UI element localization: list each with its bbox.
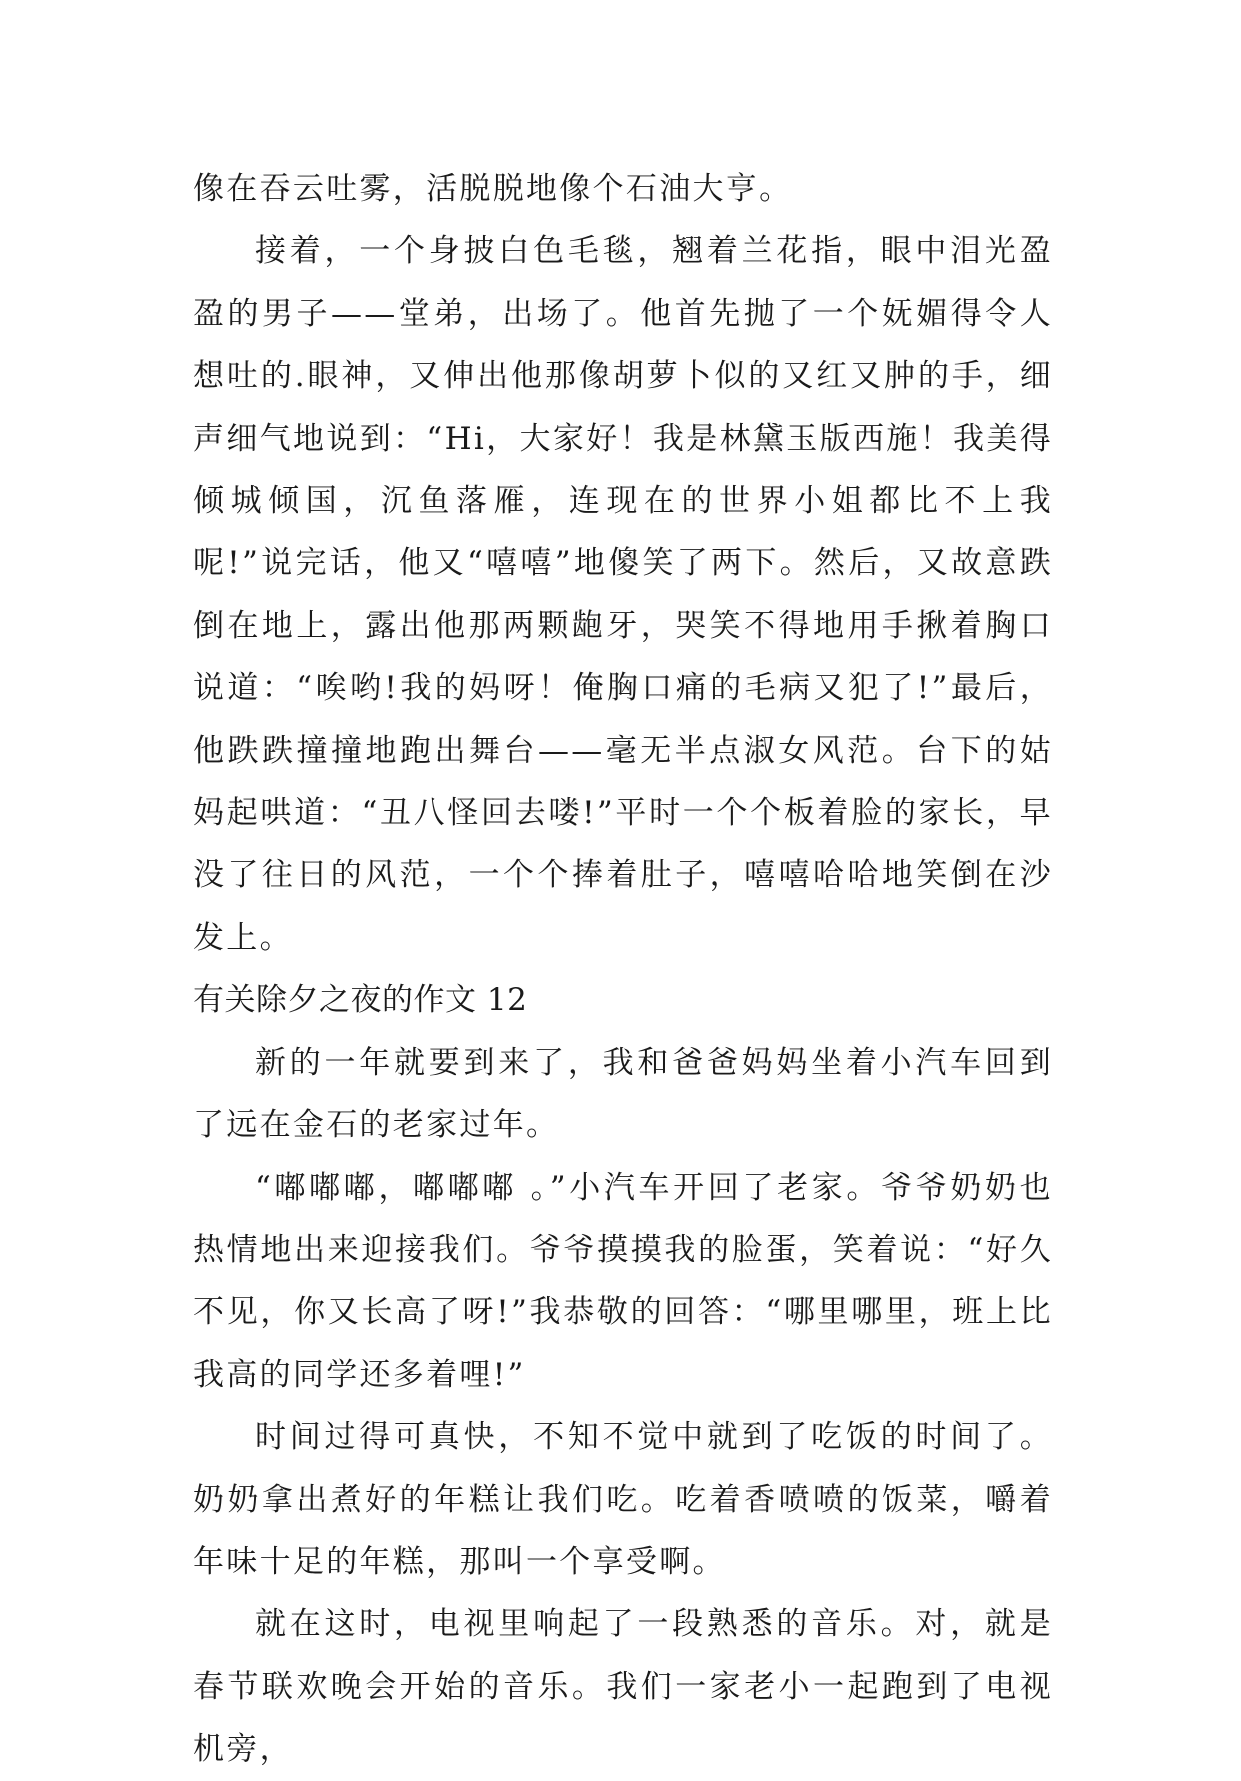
paragraph-stage-performance: 接着，一个身披白色毛毯，翘着兰花指，眼中泪光盈盈的男子——堂弟，出场了。他首先抛了一个妩媚得令人想吐的.眼神，又伸出他那像胡萝卜似的又红又肿的手，细声细气地说到：“Hi，大家好！我是林黛玉版西施！我美得倾城倾国，沉鱼落雁，连现在的世界小姐都比不上我呢!”说完话，他又“嘻嘻”地傻笑了两下。然后，又故意跌倒在地上，露出他那两颗龅牙，哭笑不得地用手揪着胸口说道：“唉哟!我的妈呀！俺胸口痛的毛病又犯了!”最后，他跌跌撞撞地跑出舞台——毫无半点淑女风范。台下的姑妈起哄道：“丑八怪回去喽!”平时一个个板着脸的家长，早没了往日的风范，一个个捧着肚子，嘻嘻哈哈地笑倒在沙发上。	[193, 233, 1053, 956]
paragraph-grandparents-greeting: “嘟嘟嘟，嘟嘟嘟 。”小汽车开回了老家。爷爷奶奶也热情地出来迎接我们。爷爷摸摸我的脸蛋，笑着说：“好久不见，你又长高了呀!”我恭敬的回答：“哪里哪里，班上比我高的同学还多着哩!”	[193, 1169, 1053, 1393]
document-body	[193, 158, 1053, 1781]
paragraph-continuation: 像在吞云吐雾，活脱脱地像个石油大亨。	[193, 171, 793, 207]
paragraph-spring-gala: 就在这时，电视里响起了一段熟悉的音乐。对，就是春节联欢晚会开始的音乐。我们一家老小一起跑到了电视机旁，	[193, 1606, 1053, 1768]
essay-heading: 有关除夕之夜的作文 12	[193, 982, 528, 1019]
paragraph-dinner: 时间过得可真快，不知不觉中就到了吃饭的时间了。奶奶拿出煮好的年糕让我们吃。吃着香喷喷的饭菜，嚼着年味十足的年糕，那叫一个享受啊。	[193, 1419, 1053, 1580]
paragraph-new-year-arrival: 新的一年就要到来了，我和爸爸妈妈坐着小汽车回到了远在金石的老家过年。	[193, 1044, 1053, 1144]
